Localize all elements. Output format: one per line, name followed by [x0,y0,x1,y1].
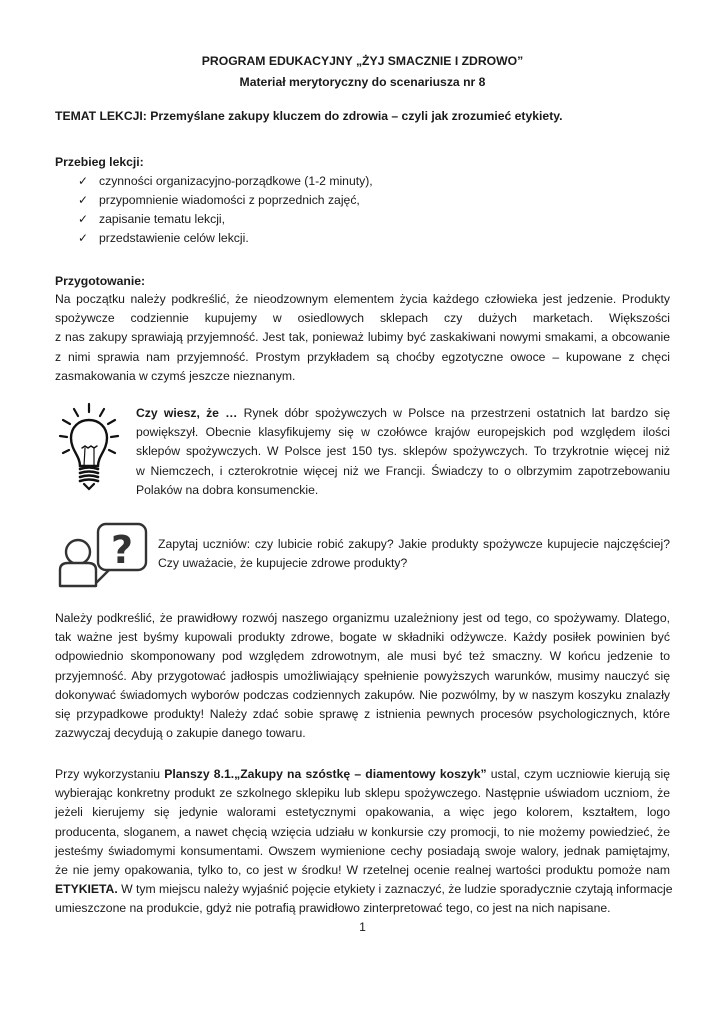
board-reference: Planszy 8.1.„Zakupy na szóstkę – diamentowy koszyk” [164,767,487,781]
text-fragment: Przy wykorzystaniu [55,767,165,781]
did-you-know-text [136,404,670,500]
did-you-know-lead: Czy wiesz, że … [136,406,238,420]
check-icon: ✓ [78,212,89,226]
lesson-topic [55,107,563,126]
text-line: spożywcze codziennie kupujemy w osiedlowych sklepach czy dużych marketach. Większości [55,311,670,326]
svg-text:?: ? [110,528,134,572]
list-item-text: zapisanie tematu lekcji, [99,212,225,226]
text-line: w Niemczech, i czterokrotnie więcej niż we Francji. Świadczy to o olbrzymim zapotrzebowaniu [136,463,670,478]
text-line: przyjemność. Aby przygotować jadłospis umożliwiający spełnienie powyższych warunków, musimy nauczyć się [55,668,670,683]
text-fragment: ustal, czym uczniowie kierują się [486,767,670,781]
text-line: jeżeli kierujemy się jedynie walorami estetycznymi opakowania, a więc jego kolorem, kształtem, logo [55,805,670,820]
paragraph-board [55,765,673,919]
text-line: odpowiednio skomponowany pod względem zdrowotnym, ale musi być też smaczny. W końcu jedzenie to [55,649,670,664]
text-line: się przypadkowe produkty! Należy zdać sobie sprawę z istnienia pewnych procesów psychologicznych, które [55,706,670,721]
text-fragment: W tym miejscu należy wyjaśnić pojęcie etykiety i zaznaczyć, że ludzie sporadycznie czytają informacje [117,882,673,897]
text-line: zazwyczaj decydują o zakupie danego towaru. [55,726,306,741]
ask-students-text [158,535,670,573]
text-line: umieszczone na produkcie, gdyż nie potrafią prawidłowo zinterpretować tego, co jest na nich napisane. [55,901,611,916]
text-line [136,404,670,423]
lightbulb-icon [58,400,120,495]
preparation-paragraph [55,290,670,386]
text-line: z nimi sprawia nam przyjemność. Prostym przykładem są choćby egzotyczne owoce – kupowane z chęci [55,349,670,364]
text-line: Czy uważacie, że kupujecie zdrowe produkty? [158,556,408,571]
text-fragment: Rynek dóbr spożywczych w Polsce na przestrzeni ostatnich lat bardzo się [237,406,670,420]
check-icon: ✓ [78,174,89,188]
paragraph-development [55,609,670,743]
text-line: Na początku należy podkreślić, że nieodzownym elementem życia każdego człowieka jest jedzenie. Produkty [55,292,670,306]
label-emphasis: ETYKIETA. [55,882,118,897]
document-title: PROGRAM EDUKACYJNY „ŻYJ SMACZNIE I ZDROWO” [201,54,524,68]
text-line [55,765,670,784]
list-item-text: czynności organizacyjno-porządkowe (1-2 minuty), [99,174,373,188]
text-line: zasmakowania w czymś jeszcze nieznanym. [55,368,296,383]
person-question-icon [54,520,154,590]
text-line: powiększył. Obecnie klasyfikujemy się w czołówce krajów europejskich pod względem ilości [136,425,670,440]
text-line: wybierając konkretny produkt ze szkolnego sklepiku lub sklepu spożywczego. Następnie uświadom uczniom, że [55,786,670,801]
check-icon: ✓ [78,193,89,207]
text-line: dokonywać świadomych wyborów podczas codziennych zakupów. Nie pozwólmy, by w naszym koszyku znalazły [55,687,670,702]
text-line: z nas zakupy sprawiają przyjemność. Jest tak, ponieważ lubimy być zaskakiwani nowymi smakami, a obcowanie [55,330,670,345]
text-line: jesteśmy świadomymi konsumentami. Owszem wymienione cechy posiadają swoje walory, jednak pamiętajmy, [55,843,670,858]
text-line [55,880,673,899]
text-line: tak ważne jest byśmy kupowali produkty zdrowe, bogate w składniki odżywcze. Każdy posiłek powinien być [55,630,670,645]
preparation-heading: Przygotowanie: [55,274,146,288]
check-icon: ✓ [78,231,89,245]
text-line: sklepów spożywczych. W Polsce jest 150 tys. sklepów spożywczych. To trzykrotnie więcej niż [136,444,670,459]
text-line: producenta, sloganem, a nawet chęcią wzięcia udziału w konkursie czy promocji, to nie możemy powiedzieć, że [55,824,670,839]
lesson-topic-label: TEMAT LEKCJI: [55,109,147,123]
list-item-text: przedstawienie celów lekcji. [99,231,249,245]
document-subtitle: Materiał merytoryczny do scenariusza nr 8 [239,75,486,89]
lesson-topic-text: Przemyślane zakupy kluczem do zdrowia – czyli jak zrozumieć etykiety. [146,109,563,123]
list-item-text: przypomnienie wiadomości z poprzednich zajęć, [99,193,360,207]
lesson-flow-heading: Przebieg lekcji: [55,155,144,169]
text-line: że nie jemy opakowania, tylko to, co jest w środku! W rzetelnej ocenie realnej wartości produktu pomoże nam [55,862,670,877]
text-line: Polaków na dobra konsumenckie. [136,482,319,497]
text-line: Zapytaj uczniów: czy lubicie robić zakupy? Jakie produkty spożywcze kupujecie najczęściej? [158,537,670,551]
text-line: Należy podkreślić, że prawidłowy rozwój naszego organizmu uzależniony jest od tego, co spożywamy. Dlatego, [55,611,670,625]
page-number: 1 [359,920,366,934]
